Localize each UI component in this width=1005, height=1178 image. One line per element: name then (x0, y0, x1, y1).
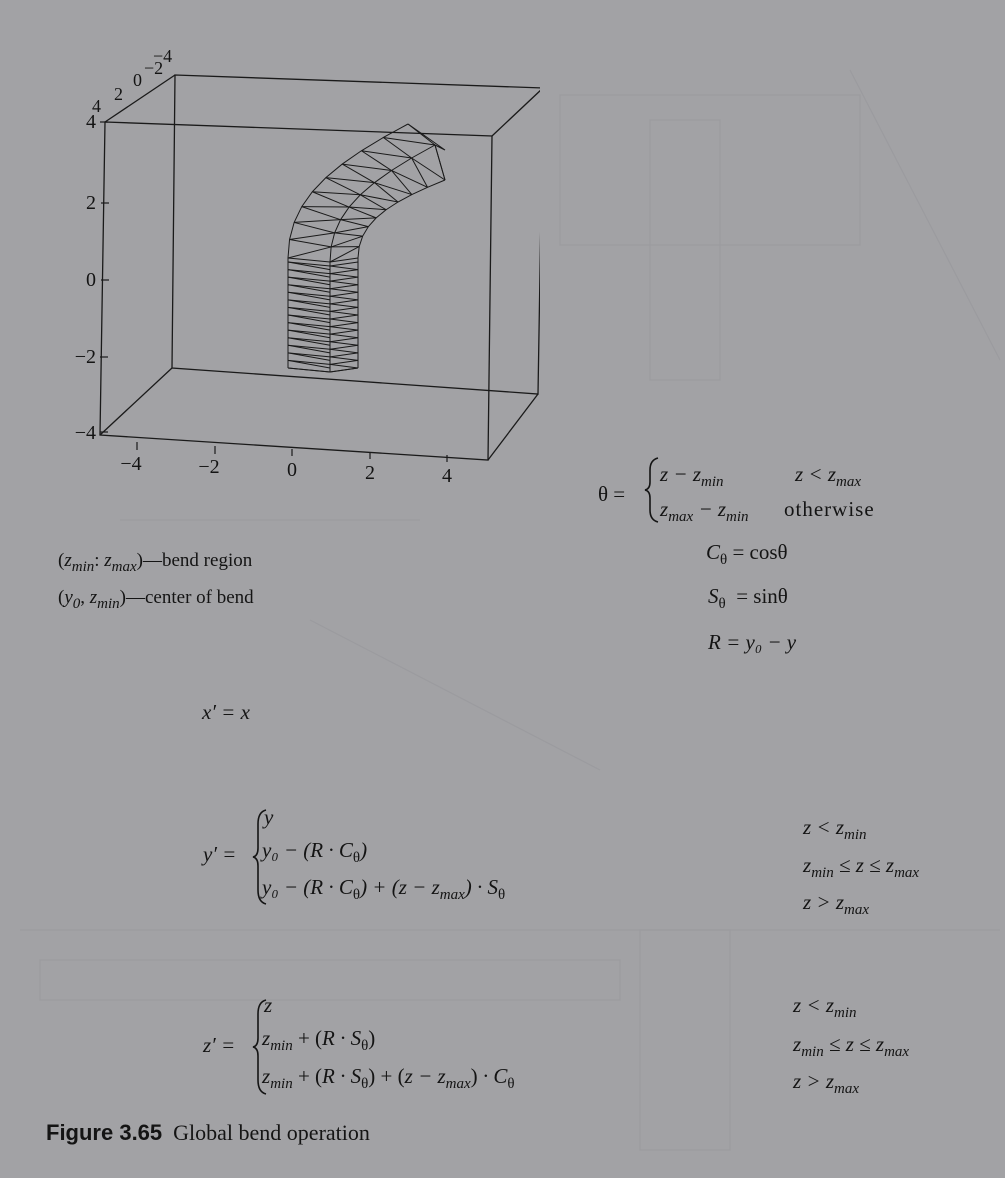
mesh-edge (361, 151, 411, 158)
mesh-edge (330, 319, 358, 323)
mesh-edge (342, 164, 391, 170)
y-tick-label: 2 (114, 84, 123, 104)
z-prime-cond1: $z < z_{min}$ (793, 993, 857, 1021)
mesh-edge (412, 158, 428, 187)
center-of-bend-text: —center of bend (126, 587, 254, 608)
theta-lhs: θ = (598, 482, 626, 506)
x-tick-label: −2 (198, 456, 220, 478)
mesh-edge (331, 236, 363, 247)
mesh-edge (330, 342, 358, 346)
z-prime-case3: $z_{min} + (R \cdot S_\theta) + (z - z_{max}) \cdot C_\theta$ (262, 1064, 515, 1092)
mesh-edge (330, 311, 358, 315)
z-prime-cond2: $z_{min} \le z \le z_{max}$ (793, 1032, 910, 1060)
mesh-edge (330, 274, 358, 278)
theta-case2-text: z (660, 497, 669, 521)
mesh-edge (330, 327, 358, 331)
y-tick-label: −4 (153, 46, 173, 66)
mesh-edge (330, 338, 358, 342)
mesh-edge (330, 360, 358, 364)
s-theta-eq: $S_\theta = \sin\theta$ (708, 584, 788, 612)
mesh-edge (290, 239, 332, 246)
plot-box-back (172, 75, 540, 394)
mesh-edge (330, 262, 358, 266)
figure-label: Figure 3.65 (46, 1120, 163, 1145)
z-prime-case1: z (264, 993, 273, 1017)
mesh-edge (330, 330, 358, 334)
mesh-edge (302, 207, 341, 220)
mesh-edge (330, 296, 358, 300)
z-prime-lhs: z′ = (203, 1033, 236, 1057)
mesh-edge (374, 183, 398, 202)
mesh-edge (341, 220, 369, 227)
bend-plot-3d (60, 30, 540, 490)
y-tick-label: −2 (144, 58, 164, 78)
bend-region-note: ($z_{min}$: $z_{max})—bend$ region (58, 550, 253, 575)
theta-case1-cond-text: z < z (795, 462, 837, 486)
mesh-edge (330, 300, 358, 304)
x-prime-eq: x′ = x (202, 700, 250, 724)
mesh-edge (335, 227, 369, 233)
mesh-edge (341, 218, 377, 220)
mesh-edge (330, 334, 358, 338)
c-theta-eq: $C_\theta = \cos\theta$ (706, 540, 788, 568)
y-prime-case2-text: y₀ − (R · C (262, 838, 353, 862)
r-eq: R = y₀ − y (708, 630, 797, 654)
theta-case1-cond: $z < z_{max}$ (795, 462, 862, 490)
mesh-edge (330, 277, 358, 281)
y-tick-label: 4 (92, 96, 101, 116)
mesh-edge (330, 281, 358, 285)
mesh-edge (288, 368, 330, 372)
theta-brace (642, 456, 662, 524)
mesh-edge (330, 304, 358, 308)
mesh-edge (288, 247, 331, 258)
y-prime-case1: y (264, 805, 274, 829)
mesh-edge (330, 368, 358, 372)
y-tick-label: 0 (133, 70, 142, 90)
theta-case1-expr: $z - z_{min}$ (660, 462, 724, 490)
y-prime-case3-text: y₀ − (R · C (262, 875, 353, 899)
z-prime-case2: $z_{min} + (R \cdot S_\theta)$ (262, 1026, 376, 1054)
theta-case2-cond: otherwise (784, 497, 875, 521)
mesh-edge (392, 170, 428, 187)
mesh-edge (330, 285, 358, 289)
x-tick-label: 0 (287, 459, 297, 481)
mesh-contour (288, 124, 408, 258)
mesh-edge (330, 292, 358, 296)
x-tick-label: 2 (365, 462, 375, 484)
mesh-edge (288, 258, 330, 262)
mesh-edge (290, 233, 335, 240)
z-tick-label: 4 (86, 111, 96, 133)
mesh-edge (330, 315, 358, 319)
y-prime-case2: $y_0 - (R \cdot C_\theta)$ (262, 838, 368, 866)
z-tick-label: 2 (86, 192, 96, 214)
x-tick-label: 4 (442, 465, 452, 487)
x-tick-label: −4 (120, 453, 142, 475)
mesh-edge (330, 307, 358, 311)
figure-title: Global bend operation (173, 1120, 370, 1145)
mesh-edge (294, 222, 334, 232)
mesh-edge (330, 270, 358, 274)
mesh-edge (294, 220, 340, 223)
mesh-edge (330, 323, 358, 327)
figure-caption (46, 1120, 370, 1146)
theta-case2-expr: $z_{max} - z_{min}$ (660, 497, 749, 525)
y-prime-cond1: $z < z_{min}$ (803, 815, 867, 843)
mesh-contour (408, 124, 445, 180)
y-prime-cond3: $z > z_{max}$ (803, 890, 870, 918)
mesh-edge (335, 233, 363, 236)
z-tick-label: 0 (86, 269, 96, 291)
mesh-edge (330, 266, 358, 270)
z-tick-label: −2 (74, 346, 96, 368)
y-prime-cond2: $z_{min} \le z \le z_{max}$ (803, 853, 920, 881)
mesh-edge (330, 349, 358, 353)
theta-case1-text: z − z (660, 462, 702, 486)
z-tick-label: −4 (74, 422, 96, 444)
mesh-edge (330, 353, 358, 357)
mesh-edge (330, 364, 358, 368)
mesh-edge (330, 357, 358, 361)
s-theta-rhs: = sinθ (736, 584, 788, 608)
y-prime-case3: $y_0 - (R \cdot C_\theta) + (z - z_{max}) \cdot S_\theta$ (262, 875, 506, 903)
bend-region-text: —bend region (143, 550, 253, 571)
center-of-bend-note: ($y_0$, $z_{min})—center$ of bend (58, 587, 254, 612)
y-prime-lhs: y′ = (203, 842, 237, 866)
z-prime-cond3: $z > z_{max}$ (793, 1069, 860, 1097)
mesh-edge (330, 345, 358, 349)
mesh-edge (330, 289, 358, 293)
c-theta-rhs: = cosθ (732, 540, 788, 564)
bent-mesh (288, 124, 445, 372)
